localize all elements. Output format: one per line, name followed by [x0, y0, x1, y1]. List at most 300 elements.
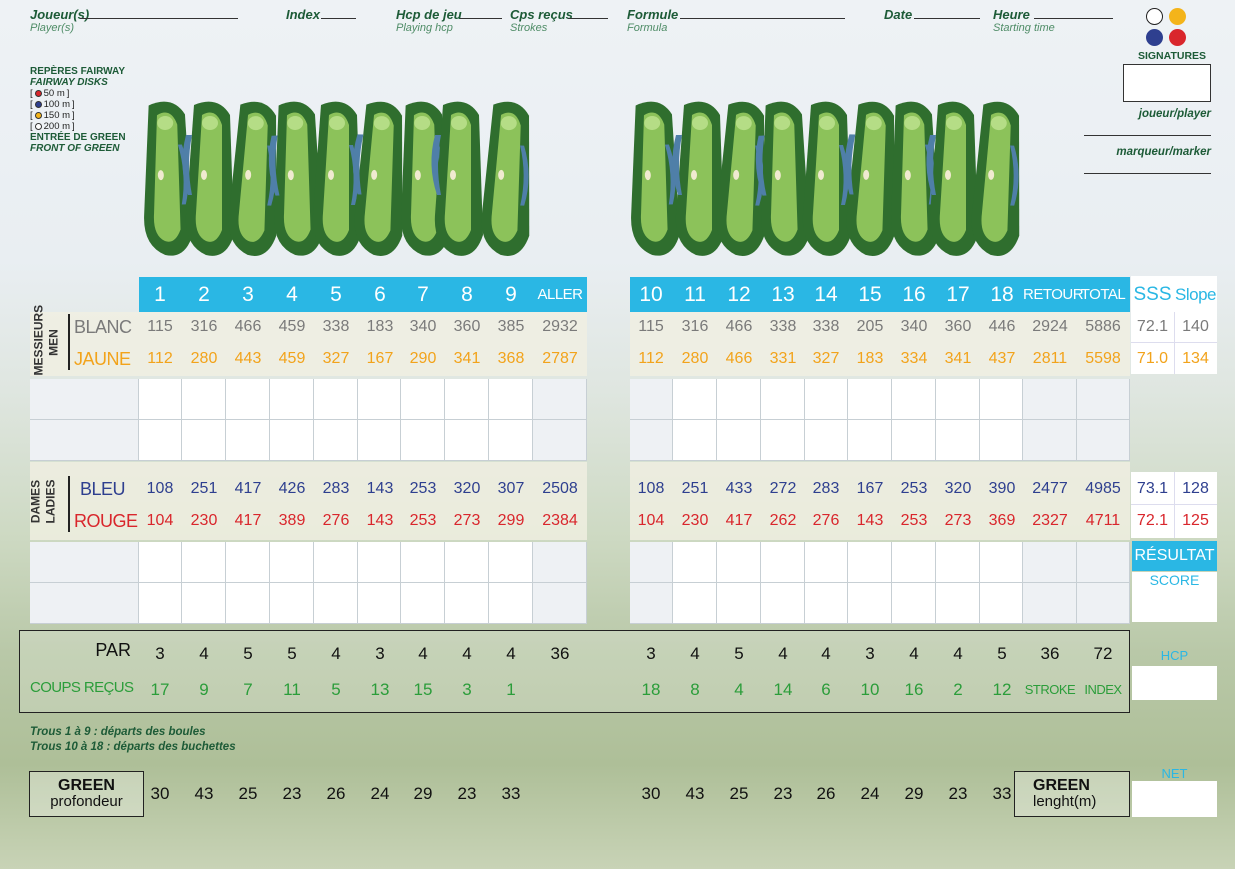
ladies-player-2-hole-total-cell[interactable]	[1077, 583, 1130, 624]
time-line[interactable]	[1034, 18, 1113, 19]
bleu-back-15: 167	[856, 480, 884, 497]
hole-11-illustration	[672, 102, 724, 256]
column-header-17: 17	[946, 283, 970, 306]
rouge-back-14: 276	[812, 512, 840, 529]
ladies-player-1-hole-2-cell[interactable]	[182, 542, 226, 583]
rouge-back-16: 253	[900, 512, 928, 529]
rouge-sss: 72.1	[1136, 512, 1169, 529]
green-depth-6: 24	[370, 784, 390, 803]
marker-signature-label: marqueur/marker	[1116, 146, 1211, 158]
column-header-18: 18	[990, 283, 1014, 306]
rouge-front-10: 2384	[542, 512, 578, 529]
bleu-back-16: 253	[900, 480, 928, 497]
ladies-player-1-hole-12-cell[interactable]	[717, 542, 761, 583]
green-depth-9: 33	[501, 784, 521, 803]
fairway-legend	[30, 66, 126, 154]
men-player-1-hole-15-cell[interactable]	[848, 379, 892, 420]
cps-line[interactable]	[568, 18, 608, 19]
green-depth-7: 29	[413, 784, 433, 803]
green-length-13: 23	[773, 784, 793, 803]
ladies-player-2-hole-11-cell[interactable]	[673, 583, 717, 624]
stroke-index-back-16: 16	[904, 680, 924, 699]
blanc-sss: 72.1	[1136, 318, 1169, 335]
rouge-front-5: 276	[322, 512, 350, 529]
hcp-result-box[interactable]	[1132, 666, 1217, 700]
column-header-total: TOTAL	[1080, 286, 1126, 303]
men-player-1-hole-retour-cell[interactable]	[1023, 379, 1077, 420]
green-length-11: 43	[685, 784, 705, 803]
bleu-front-5: 283	[322, 480, 350, 497]
men-player-2-hole-7-cell[interactable]	[401, 420, 445, 461]
ladies-player-2-hole-retour-cell[interactable]	[1023, 583, 1077, 624]
bleu-front-1: 108	[146, 480, 174, 497]
ladies-player-1-hole-10-cell[interactable]	[630, 542, 673, 583]
ladies-player-2-hole-7-cell[interactable]	[401, 583, 445, 624]
ladies-player-1-hole-aller-cell[interactable]	[533, 542, 587, 583]
men-player-2-hole-9-cell[interactable]	[489, 420, 533, 461]
men-player-1-hole-1-cell[interactable]	[139, 379, 182, 420]
blanc-back-20: 5886	[1085, 318, 1121, 335]
men-player-1-name-cell[interactable]	[30, 379, 139, 420]
ladies-player-2-hole-4-cell[interactable]	[270, 583, 314, 624]
blanc-front-7: 340	[409, 318, 437, 335]
ladies-player-1-hole-3-cell[interactable]	[226, 542, 270, 583]
stroke-index-back-17: 2	[953, 680, 963, 699]
men-group-en: MEN	[46, 329, 61, 356]
par-front-9: 4	[506, 644, 516, 663]
player-label: Joueur(s)	[30, 7, 90, 22]
par-front-6: 3	[375, 644, 385, 663]
hcp-label: Hcp de jeu	[396, 7, 462, 22]
men-player-2-hole-3-cell[interactable]	[226, 420, 270, 461]
bleu-front-8: 320	[453, 480, 481, 497]
rouge-front-4: 389	[278, 512, 306, 529]
blanc-back-19: 2924	[1032, 318, 1068, 335]
column-header-8: 8	[461, 283, 473, 306]
men-player-2-hole-13-cell[interactable]	[761, 420, 805, 461]
column-header-12: 12	[727, 283, 751, 306]
column-header-13: 13	[771, 283, 795, 306]
hole-illustrations	[130, 95, 1040, 265]
par-front-2: 4	[199, 644, 209, 663]
stroke-index-back-12: 4	[734, 680, 744, 699]
green-length-12: 25	[729, 784, 749, 803]
ladies-player-1-hole-14-cell[interactable]	[805, 542, 848, 583]
note-line-1: Trous 1 à 9 : départs des boules	[30, 726, 206, 738]
note-line-2: Trous 10 à 18 : départs des buchettes	[30, 741, 236, 753]
green-depth-2: 43	[194, 784, 214, 803]
hole-9-illustration	[480, 101, 533, 257]
jaune-back-12: 466	[725, 350, 753, 367]
ladies-player-2-hole-1-cell[interactable]	[139, 583, 182, 624]
ladies-player-1-name-cell[interactable]	[30, 542, 139, 583]
bleu-front-9: 307	[497, 480, 525, 497]
cps-sub: Strokes	[510, 22, 548, 34]
stroke-index-back-18: 12	[992, 680, 1012, 699]
rouge-front-3: 417	[234, 512, 262, 529]
tee-label-jaune: JAUNE	[74, 349, 131, 369]
yellow-marker-icon	[35, 112, 42, 119]
stroke-index-back-11: 8	[690, 680, 700, 699]
green-depth-1: 30	[150, 784, 170, 803]
men-player-2-hole-4-cell[interactable]	[270, 420, 314, 461]
column-header-15: 15	[858, 283, 882, 306]
index-label: INDEX	[1084, 682, 1122, 697]
yellow-tee-dot	[1169, 8, 1186, 25]
men-player-1-hole-18-cell[interactable]	[980, 379, 1023, 420]
par-back-10: 3	[646, 644, 656, 663]
stroke-index-back-10: 18	[641, 680, 661, 699]
date-label: Date	[884, 7, 913, 22]
bleu-back-20: 4985	[1085, 480, 1121, 497]
ladies-player-2-hole-6-cell[interactable]	[358, 583, 401, 624]
par-label: PAR	[95, 640, 131, 660]
ladies-player-2-hole-14-cell[interactable]	[805, 583, 848, 624]
bleu-front-7: 253	[409, 480, 437, 497]
jaune-back-13: 331	[769, 350, 797, 367]
ladies-player-2-hole-5-cell[interactable]	[314, 583, 358, 624]
par-front-1: 3	[155, 644, 165, 663]
par-front-10: 36	[550, 644, 570, 663]
men-player-2-hole-14-cell[interactable]	[805, 420, 848, 461]
ladies-player-2-hole-9-cell[interactable]	[489, 583, 533, 624]
men-player-1-hole-14-cell[interactable]	[805, 379, 848, 420]
ladies-player-2-hole-aller-cell[interactable]	[533, 583, 587, 624]
ladies-player-1-hole-8-cell[interactable]	[445, 542, 489, 583]
green-length-label-1: GREEN	[1033, 777, 1090, 794]
ladies-player-1-hole-11-cell[interactable]	[673, 542, 717, 583]
stroke-index-back-13: 14	[773, 680, 793, 699]
men-player-1-hole-total-cell[interactable]	[1077, 379, 1130, 420]
stroke-index-front-4: 11	[283, 680, 301, 699]
jaune-back-18: 437	[988, 350, 1016, 367]
index-line[interactable]	[321, 18, 356, 19]
men-player-2-hole-11-cell[interactable]	[673, 420, 717, 461]
par-back-20: 72	[1093, 644, 1113, 663]
par-back-14: 4	[821, 644, 831, 663]
men-rating-vdivider	[1174, 312, 1175, 374]
blanc-back-16: 340	[900, 318, 928, 335]
men-player-2-hole-8-cell[interactable]	[445, 420, 489, 461]
column-header-9: 9	[505, 283, 517, 306]
ladies-player-1-hole-7-cell[interactable]	[401, 542, 445, 583]
men-group-fr: MESSIEURS	[31, 304, 46, 376]
men-player-1-hole-16-cell[interactable]	[892, 379, 936, 420]
green-depth-3: 25	[238, 784, 258, 803]
men-player-1-hole-9-cell[interactable]	[489, 379, 533, 420]
blue-marker-icon	[35, 101, 42, 108]
green-depth-8: 23	[457, 784, 477, 803]
par-back-12: 5	[734, 644, 744, 663]
men-player-2-hole-16-cell[interactable]	[892, 420, 936, 461]
blanc-front-6: 183	[366, 318, 394, 335]
blanc-back-11: 316	[681, 318, 709, 335]
tee-label-rouge: ROUGE	[74, 511, 138, 531]
men-player-1-hole-2-cell[interactable]	[182, 379, 226, 420]
stroke-index-front-8: 3	[462, 680, 472, 699]
rouge-front-8: 273	[453, 512, 481, 529]
ladies-player-2-hole-17-cell[interactable]	[936, 583, 980, 624]
jaune-back-16: 334	[900, 350, 928, 367]
cps-label: Cps reçus	[510, 7, 573, 22]
ladies-player-2-hole-10-cell[interactable]	[630, 583, 673, 624]
column-header-5: 5	[330, 283, 342, 306]
blue-tee-dot	[1146, 29, 1163, 46]
blanc-front-1: 115	[147, 318, 173, 335]
player-sub: Player(s)	[30, 22, 75, 34]
hole-5-illustration	[313, 102, 361, 256]
green-depth-4: 23	[282, 784, 302, 803]
hole-14-illustration	[803, 102, 851, 256]
men-player-2-hole-12-cell[interactable]	[717, 420, 761, 461]
rouge-back-11: 230	[681, 512, 709, 529]
formula-label: Formule	[627, 7, 679, 22]
blanc-front-4: 459	[278, 318, 306, 335]
net-box[interactable]	[1132, 781, 1217, 817]
legend-item-200: [ 200 m ]	[30, 121, 75, 132]
bleu-back-12: 433	[725, 480, 753, 497]
rouge-front-7: 253	[409, 512, 437, 529]
men-player-2-name-cell[interactable]	[30, 420, 139, 461]
ladies-player-2-hole-13-cell[interactable]	[761, 583, 805, 624]
blanc-back-18: 446	[988, 318, 1016, 335]
par-back-19: 36	[1040, 644, 1060, 663]
rouge-front-2: 230	[190, 512, 218, 529]
green-length-17: 23	[948, 784, 968, 803]
stroke-index-front-3: 7	[243, 680, 253, 699]
hole-10-illustration	[627, 101, 680, 257]
column-header-16: 16	[902, 283, 926, 306]
men-player-1-hole-6-cell[interactable]	[358, 379, 401, 420]
column-header-2: 2	[198, 283, 210, 306]
column-header-3: 3	[242, 283, 254, 306]
hcp-line[interactable]	[460, 18, 502, 19]
jaune-front-7: 290	[409, 350, 437, 367]
ladies-player-2-hole-16-cell[interactable]	[892, 583, 936, 624]
ladies-group-en: LADIES	[43, 479, 58, 524]
tee-label-blanc: BLANC	[74, 317, 132, 337]
men-player-1-hole-10-cell[interactable]	[630, 379, 673, 420]
green-length-15: 24	[860, 784, 880, 803]
rouge-back-15: 143	[856, 512, 884, 529]
strokes-label: COUPS REÇUS	[30, 679, 134, 696]
slope-header: Slope	[1175, 285, 1216, 304]
blanc-front-2: 316	[190, 318, 218, 335]
red-marker-icon	[35, 90, 42, 97]
legend-green-fr: ENTRÉE DE GREEN	[30, 132, 126, 143]
hcp-result-label: HCP	[1160, 648, 1189, 663]
jaune-slope: 134	[1182, 350, 1209, 367]
par-back-16: 4	[909, 644, 919, 663]
green-depth-label-1: GREEN	[58, 777, 115, 794]
player-signature-label: joueur/player	[1138, 108, 1211, 120]
jaune-back-20: 5598	[1085, 350, 1121, 367]
men-player-2-hole-17-cell[interactable]	[936, 420, 980, 461]
men-player-2-hole-total-cell[interactable]	[1077, 420, 1130, 461]
ladies-player-2-hole-15-cell[interactable]	[848, 583, 892, 624]
men-player-1-hole-13-cell[interactable]	[761, 379, 805, 420]
green-length-label-2: lenght(m)	[1033, 793, 1097, 810]
ladies-divider	[68, 476, 70, 532]
blanc-front-10: 2932	[542, 318, 578, 335]
hole-15-illustration	[842, 101, 898, 257]
blanc-front-9: 385	[497, 318, 525, 335]
jaune-back-14: 327	[812, 350, 840, 367]
green-depth-box	[29, 771, 144, 817]
men-player-1-hole-3-cell[interactable]	[226, 379, 270, 420]
bleu-front-6: 143	[366, 480, 394, 497]
rouge-front-6: 143	[366, 512, 394, 529]
ladies-player-1-hole-retour-cell[interactable]	[1023, 542, 1077, 583]
green-depth-label-2: profondeur	[50, 793, 123, 810]
signatures-title: SIGNATURES	[1137, 50, 1207, 62]
ladies-player-1-hole-18-cell[interactable]	[980, 542, 1023, 583]
bleu-back-18: 390	[988, 480, 1016, 497]
men-player-1-hole-12-cell[interactable]	[717, 379, 761, 420]
men-player-1-hole-17-cell[interactable]	[936, 379, 980, 420]
hole-6-illustration	[350, 101, 406, 257]
column-header-4: 4	[286, 283, 298, 306]
par-front-8: 4	[462, 644, 472, 663]
rouge-back-17: 273	[944, 512, 972, 529]
hole-2-illustration	[182, 102, 234, 256]
stroke-label: STROKE	[1024, 682, 1076, 697]
ladies-player-2-hole-18-cell[interactable]	[980, 583, 1023, 624]
ladies-player-2-hole-3-cell[interactable]	[226, 583, 270, 624]
bleu-front-4: 426	[278, 480, 306, 497]
ladies-player-1-hole-15-cell[interactable]	[848, 542, 892, 583]
men-player-1-hole-aller-cell[interactable]	[533, 379, 587, 420]
column-header-10: 10	[639, 283, 663, 306]
tee-label-bleu: BLEU	[80, 479, 126, 499]
par-back-13: 4	[778, 644, 788, 663]
jaune-front-2: 280	[190, 350, 218, 367]
ladies-player-1-hole-4-cell[interactable]	[270, 542, 314, 583]
green-length-14: 26	[816, 784, 836, 803]
men-player-2-hole-1-cell[interactable]	[139, 420, 182, 461]
men-player-2-hole-retour-cell[interactable]	[1023, 420, 1077, 461]
time-label: Heure	[993, 7, 1030, 22]
column-header-14: 14	[814, 283, 838, 306]
ladies-player-2-hole-12-cell[interactable]	[717, 583, 761, 624]
blanc-back-10: 115	[638, 318, 664, 335]
ladies-player-2-hole-8-cell[interactable]	[445, 583, 489, 624]
ladies-player-1-hole-9-cell[interactable]	[489, 542, 533, 583]
green-length-10: 30	[641, 784, 661, 803]
legend-item-150: [ 150 m ]	[30, 110, 75, 121]
stroke-index-front-9: 1	[506, 680, 516, 699]
stroke-index-front-7: 15	[413, 680, 433, 699]
blanc-back-12: 466	[725, 318, 753, 335]
rouge-back-12: 417	[725, 512, 753, 529]
ladies-player-2-name-cell[interactable]	[30, 583, 139, 624]
men-player-2-hole-2-cell[interactable]	[182, 420, 226, 461]
column-header-1: 1	[154, 283, 166, 306]
men-player-2-hole-5-cell[interactable]	[314, 420, 358, 461]
stroke-index-back-15: 10	[860, 680, 880, 699]
formula-line[interactable]	[680, 18, 845, 19]
ladies-player-1-hole-6-cell[interactable]	[358, 542, 401, 583]
men-player-1-hole-5-cell[interactable]	[314, 379, 358, 420]
par-front-3: 5	[243, 644, 253, 663]
jaune-back-17: 341	[944, 350, 972, 367]
rouge-front-9: 299	[497, 512, 525, 529]
legend-item-50: [ 50 m ]	[30, 88, 70, 99]
blanc-back-13: 338	[769, 318, 797, 335]
par-back-11: 4	[690, 644, 700, 663]
ladies-player-1-hole-13-cell[interactable]	[761, 542, 805, 583]
men-player-1-hole-11-cell[interactable]	[673, 379, 717, 420]
men-player-2-hole-6-cell[interactable]	[358, 420, 401, 461]
par-front-4: 5	[287, 644, 297, 663]
white-marker-icon	[35, 123, 42, 130]
rouge-slope: 125	[1182, 512, 1209, 529]
ladies-player-1-hole-5-cell[interactable]	[314, 542, 358, 583]
rouge-back-18: 369	[988, 512, 1016, 529]
ladies-player-1-hole-17-cell[interactable]	[936, 542, 980, 583]
men-player-2-hole-aller-cell[interactable]	[533, 420, 587, 461]
men-divider	[68, 314, 70, 370]
jaune-sss: 71.0	[1136, 350, 1169, 367]
ladies-group-label	[30, 472, 66, 532]
men-player-2-hole-10-cell[interactable]	[630, 420, 673, 461]
bleu-front-10: 2508	[542, 480, 578, 497]
date-line[interactable]	[914, 18, 980, 19]
formula-sub: Formula	[627, 22, 668, 34]
player-signature-line[interactable]	[1084, 135, 1211, 136]
jaune-front-1: 112	[147, 350, 173, 367]
jaune-front-4: 459	[278, 350, 306, 367]
green-depth-5: 26	[326, 784, 346, 803]
ladies-player-1-hole-16-cell[interactable]	[892, 542, 936, 583]
blanc-front-3: 466	[234, 318, 262, 335]
red-tee-dot	[1169, 29, 1186, 46]
men-player-1-hole-4-cell[interactable]	[270, 379, 314, 420]
bleu-back-13: 272	[769, 480, 797, 497]
blanc-back-15: 205	[856, 318, 884, 335]
marker-signature-line[interactable]	[1084, 173, 1211, 174]
men-player-1-hole-7-cell[interactable]	[401, 379, 445, 420]
column-header-11: 11	[684, 283, 706, 306]
bleu-back-10: 108	[637, 480, 665, 497]
rouge-front-1: 104	[146, 512, 174, 529]
player-line[interactable]	[80, 18, 238, 19]
sss-header: SSS	[1133, 284, 1172, 305]
rouge-back-20: 4711	[1085, 512, 1121, 529]
signature-box[interactable]	[1123, 64, 1211, 102]
jaune-back-11: 280	[681, 350, 709, 367]
jaune-front-6: 167	[366, 350, 394, 367]
score-label: SCORE	[1149, 572, 1200, 588]
ladies-player-2-hole-2-cell[interactable]	[182, 583, 226, 624]
bleu-back-14: 283	[812, 480, 840, 497]
men-player-2-hole-15-cell[interactable]	[848, 420, 892, 461]
rouge-back-19: 2327	[1032, 512, 1068, 529]
legend-title-fr: REPÈRES FAIRWAY	[30, 66, 126, 77]
ladies-player-1-hole-total-cell[interactable]	[1077, 542, 1130, 583]
rouge-back-13: 262	[769, 512, 797, 529]
rouge-back-10: 104	[637, 512, 665, 529]
men-player-2-hole-18-cell[interactable]	[980, 420, 1023, 461]
ladies-player-1-hole-1-cell[interactable]	[139, 542, 182, 583]
time-sub: Starting time	[993, 22, 1055, 34]
column-header-6: 6	[374, 283, 386, 306]
stroke-index-back-14: 6	[821, 680, 831, 699]
hole-18-illustration	[970, 101, 1023, 257]
men-player-1-hole-8-cell[interactable]	[445, 379, 489, 420]
blanc-front-8: 360	[453, 318, 481, 335]
bleu-front-3: 417	[234, 480, 262, 497]
